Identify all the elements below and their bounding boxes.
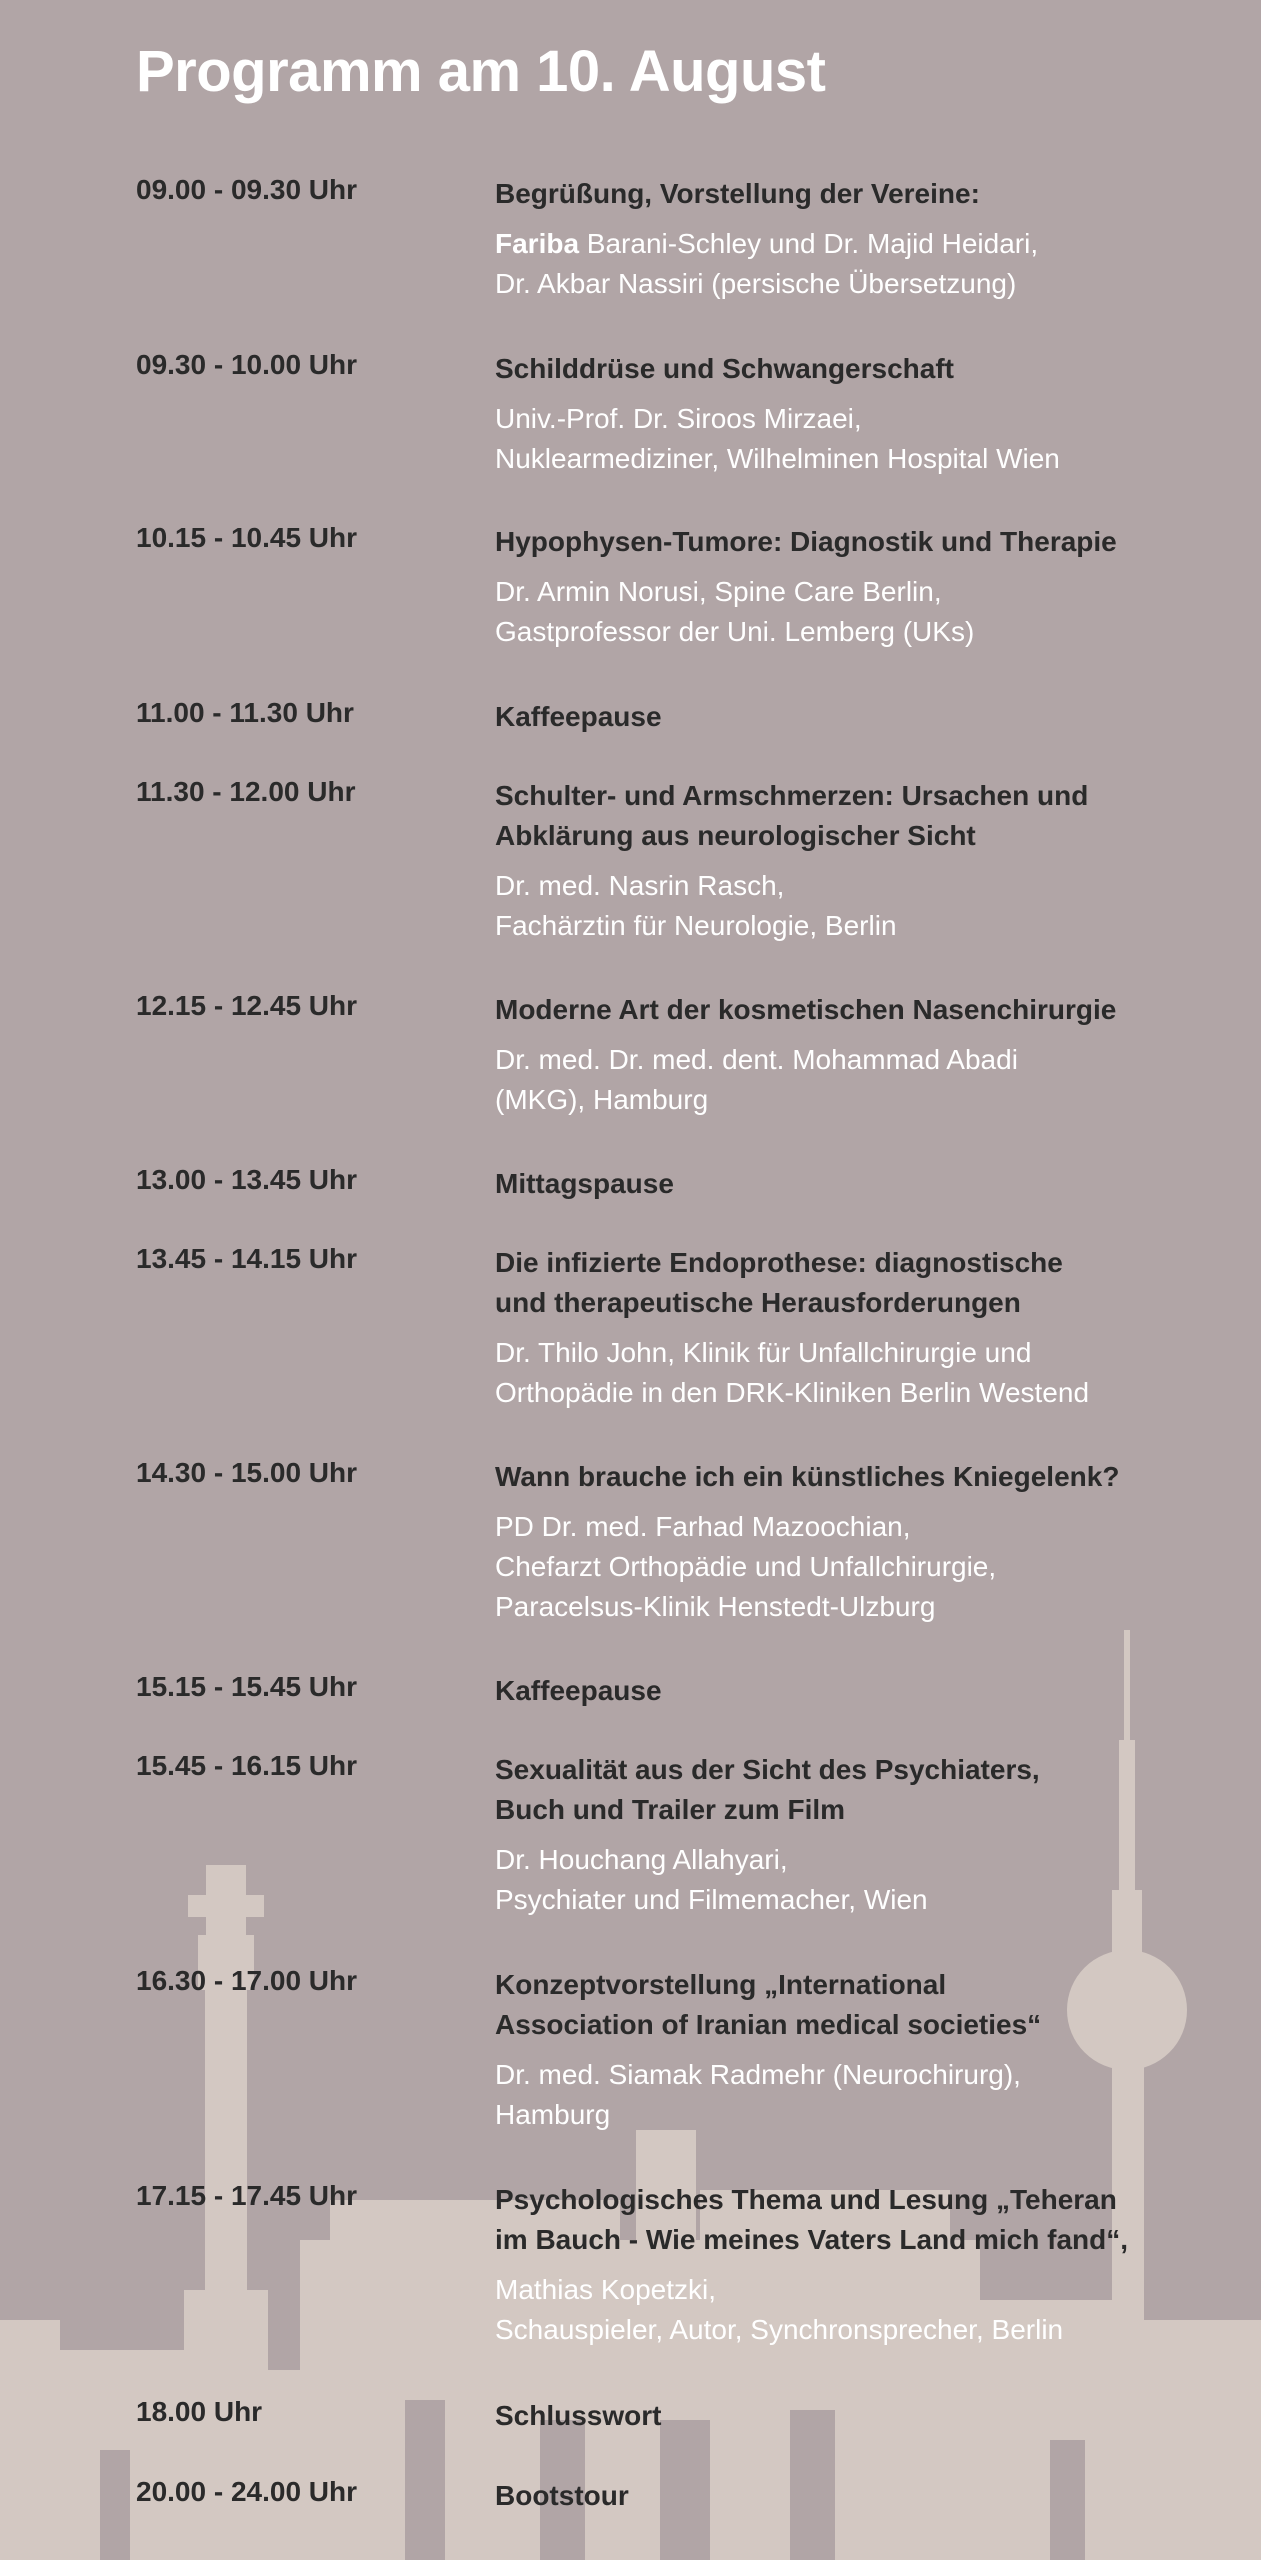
speaker-info [495,224,1195,304]
time-slot: 15.45 - 16.15 Uhr [136,1750,358,1781]
speaker-line: Dr. Armin Norusi, Spine Care Berlin, [495,576,942,607]
speaker-line: Dr. Akbar Nassiri (persische Übersetzung) [495,268,1017,299]
speaker-info [495,866,1195,946]
topic-title: Mittagspause [495,1168,674,1199]
topic-title: Moderne Art der kosmetischen Nasenchirurgie [495,994,1117,1025]
topic-title: Kaffeepause [495,701,662,732]
speaker-info [495,2270,1195,2350]
speaker-info [495,399,1195,479]
item-content [495,1457,1195,1627]
speaker-info [495,1333,1195,1413]
topic-title: Bootstour [495,2480,629,2511]
time-slot: 11.00 - 11.30 Uhr [136,697,354,728]
speaker-line: Psychiater und Filmemacher, Wien [495,1884,928,1915]
speaker-line: Chefarzt Orthopädie und Unfallchirurgie, [495,1551,997,1582]
speaker-line: Dr. Thilo John, Klinik für Unfallchirurgie und [495,1337,1032,1368]
item-content [495,174,1195,304]
topic-title: Begrüßung, Vorstellung der Vereine: [495,178,980,209]
time-slot: 17.15 - 17.45 Uhr [136,2180,358,2211]
time-slot: 15.15 - 15.45 Uhr [136,1671,358,1702]
speaker-first-name: Fariba [495,228,580,259]
speaker-info [495,1507,1195,1627]
time-slot: 12.15 - 12.45 Uhr [136,990,358,1021]
speaker-line: Dr. Houchang Allahyari, [495,1844,788,1875]
topic-title: Schilddrüse und Schwangerschaft [495,353,954,384]
topic-title: Psychologisches Thema und Lesung „Teheran [495,2184,1117,2215]
time-slot: 16.30 - 17.00 Uhr [136,1965,358,1996]
speaker-line: Gastprofessor der Uni. Lemberg (UKs) [495,616,975,647]
time-slot: 09.00 - 09.30 Uhr [136,174,358,205]
item-content [495,776,1195,946]
topic-title: Wann brauche ich ein künstliches Kniegelenk? [495,1461,1120,1492]
time-slot: 13.45 - 14.15 Uhr [136,1243,358,1274]
speaker-line [495,224,1195,264]
speaker-line: Orthopädie in den DRK-Kliniken Berlin Westend [495,1377,1090,1408]
speaker-info [495,1840,1195,1920]
time-slot: 20.00 - 24.00 Uhr [136,2476,358,2507]
time-slot: 18.00 Uhr [136,2396,263,2427]
speaker-line: PD Dr. med. Farhad Mazoochian, [495,1511,911,1542]
item-content [495,1243,1195,1413]
topic-title: Association of Iranian medical societies“ [495,2009,1042,2040]
time-slot: 09.30 - 10.00 Uhr [136,349,358,380]
speaker-line: Hamburg [495,2099,611,2130]
speaker-line-rest: Barani-Schley und Dr. Majid Heidari, [579,228,1039,259]
item-content [495,2180,1195,2350]
speaker-line: Fachärztin für Neurologie, Berlin [495,910,897,941]
topic-title: Schlusswort [495,2400,662,2431]
topic-title: Buch und Trailer zum Film [495,1794,846,1825]
speaker-line: Dr. med. Siamak Radmehr (Neurochirurg), [495,2059,1021,2090]
item-content [495,2396,1195,2436]
item-content [495,2476,1195,2516]
speaker-line: Paracelsus-Klinik Henstedt-Ulzburg [495,1591,936,1622]
time-slot: 14.30 - 15.00 Uhr [136,1457,358,1488]
speaker-info [495,2055,1195,2135]
speaker-line: Mathias Kopetzki, [495,2274,716,2305]
page-title: Programm am 10. August [136,39,826,104]
item-content [495,349,1195,479]
topic-title: Konzeptvorstellung „International [495,1969,947,2000]
item-content [495,697,1195,737]
item-content [495,1671,1195,1711]
topic-title: Die infizierte Endoprothese: diagnostische [495,1247,1063,1278]
topic-title: Sexualität aus der Sicht des Psychiaters, [495,1754,1040,1785]
topic-title: Schulter- und Armschmerzen: Ursachen und [495,780,1089,811]
speaker-line: (MKG), Hamburg [495,1084,709,1115]
item-content [495,1965,1195,2135]
speaker-info [495,1040,1195,1120]
item-content [495,1750,1195,1920]
item-content [495,522,1195,652]
item-content [495,990,1195,1120]
topic-title: im Bauch - Wie meines Vaters Land mich fand“, [495,2224,1129,2255]
speaker-line: Schauspieler, Autor, Synchronsprecher, Berlin [495,2314,1064,2345]
item-content [495,1164,1195,1204]
speaker-line: Univ.-Prof. Dr. Siroos Mirzaei, [495,403,862,434]
speaker-line: Dr. med. Nasrin Rasch, [495,870,785,901]
time-slot: 10.15 - 10.45 Uhr [136,522,358,553]
topic-title: und therapeutische Herausforderungen [495,1287,1021,1318]
time-slot: 13.00 - 13.45 Uhr [136,1164,358,1195]
topic-title: Kaffeepause [495,1675,662,1706]
speaker-line: Nuklearmediziner, Wilhelminen Hospital Wien [495,443,1060,474]
topic-title: Hypophysen-Tumore: Diagnostik und Therapie [495,526,1117,557]
speaker-line: Dr. med. Dr. med. dent. Mohammad Abadi [495,1044,1018,1075]
time-slot: 11.30 - 12.00 Uhr [136,776,356,807]
speaker-info [495,572,1195,652]
topic-title: Abklärung aus neurologischer Sicht [495,820,976,851]
